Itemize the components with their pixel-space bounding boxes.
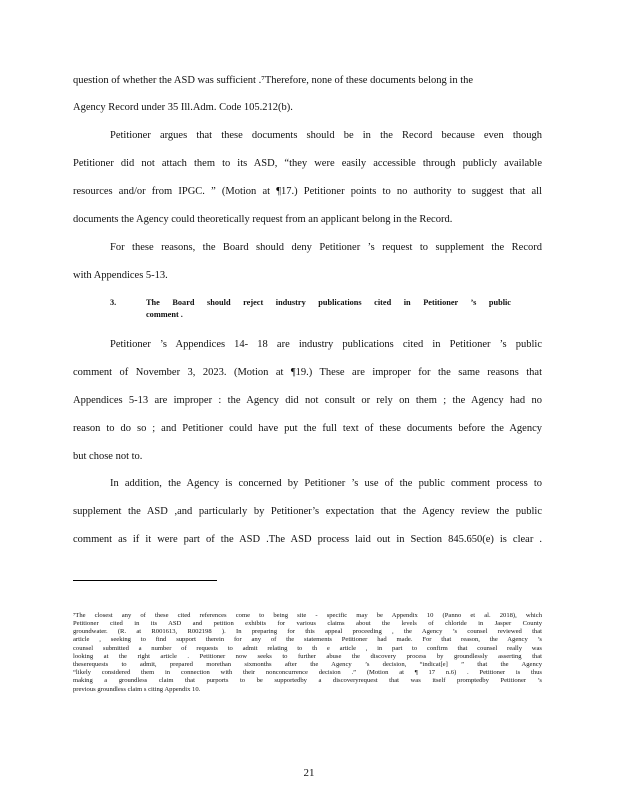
body-line-12: reason to do so ; and Petitioner could have put the full text of these documents before the Agency	[73, 423, 542, 434]
body-line-13: but chose not to.	[73, 451, 143, 462]
footnote-line-3: groundwater. (R. at R001613, R002198 ). In preparing for this appeal proceeding , the Agency ’s counsel reviewed that	[73, 628, 542, 635]
section-heading-number: 3.	[110, 298, 117, 307]
body-line-2: Agency Record under 35 Ill.Adm. Code 105.212(b).	[73, 102, 293, 113]
body-line-11: Appendices 5-13 are improper : the Agency did not consult or rely on them ; the Agency had no	[73, 395, 542, 406]
footnote-line-5: counsel submitted a number of requests to admit relating to th e article , in part to confirm that counsel really was	[73, 645, 542, 652]
body-line-1: question of whether the ASD was sufficient .⁷Therefore, none of these documents belong in the	[73, 75, 474, 86]
footnote-line-1: ⁷The closest any of these cited references come to being site - specific may be Appendix 10 (Panno et al. 2018), which	[73, 612, 542, 619]
footnote-line-9: making a groundless claim that purports to be supportedby a discoveryrequest that was itself promptedby Petitioner ’s	[73, 677, 542, 684]
body-line-8: with Appendices 5-13.	[73, 270, 168, 281]
body-line-16: comment as if it were part of the ASD .The ASD process laid out in Section 845.650(e) is clear .	[73, 534, 542, 545]
body-line-15: supplement the ASD ,and particularly by Petitioner’s expectation that the Agency review the public	[73, 506, 542, 517]
footnote-line-6: looking at the right article . Petitioner now seeks to further abuse the discovery process by groundlessly asserting that	[73, 653, 542, 660]
footnote-line-4: article , seeking to find support therein for any of the statements Petitioner had made. For that reason, the Agency ’s	[73, 636, 542, 643]
body-line-7: For these reasons, the Board should deny Petitioner ’s request to supplement the Record	[110, 242, 542, 253]
body-line-9: Petitioner ’s Appendices 14- 18 are industry publications cited in Petitioner ’s public	[110, 339, 542, 350]
body-line-4: Petitioner did not attach them to its ASD, “they were easily accessible through publicly available	[73, 158, 542, 169]
body-line-10: comment of November 3, 2023. (Motion at ¶19.) These are improper for the same reasons that	[73, 367, 542, 378]
footnote-line-7: theserequests to admit, prepared morethan sixmonths after the Agency ’s decision, “indicat[e] ” that the Agency	[73, 661, 542, 668]
footnote-line-8: “likely considered them in connection with their nonconcurrence decision .” (Motion at ¶ 17 n.6) . Petitioner is thus	[73, 669, 542, 676]
footnote-line-10: previous groundless claim s citing Appendix 10.	[73, 686, 201, 693]
body-line-6: documents the Agency could theoretically request from an applicant belong in the Record.	[73, 214, 453, 225]
page-number: 21	[303, 767, 315, 779]
section-heading-line-2: comment .	[146, 310, 183, 319]
body-line-5: resources and/or from IPGC. ” (Motion at ¶17.) Petitioner points to no authority to suggest that all	[73, 186, 542, 197]
footnote-separator	[73, 580, 217, 581]
section-heading-line-1: The Board should reject industry publications cited in Petitioner ’s public	[146, 298, 511, 307]
body-line-14: In addition, the Agency is concerned by Petitioner ’s use of the public comment process to	[110, 478, 542, 489]
footnote-line-2: Petitioner cited in its ASD and petition exhibits for various claims about the levels of chloride in Jasper County	[73, 620, 542, 627]
body-line-3: Petitioner argues that these documents should be in the Record because even though	[110, 130, 542, 141]
